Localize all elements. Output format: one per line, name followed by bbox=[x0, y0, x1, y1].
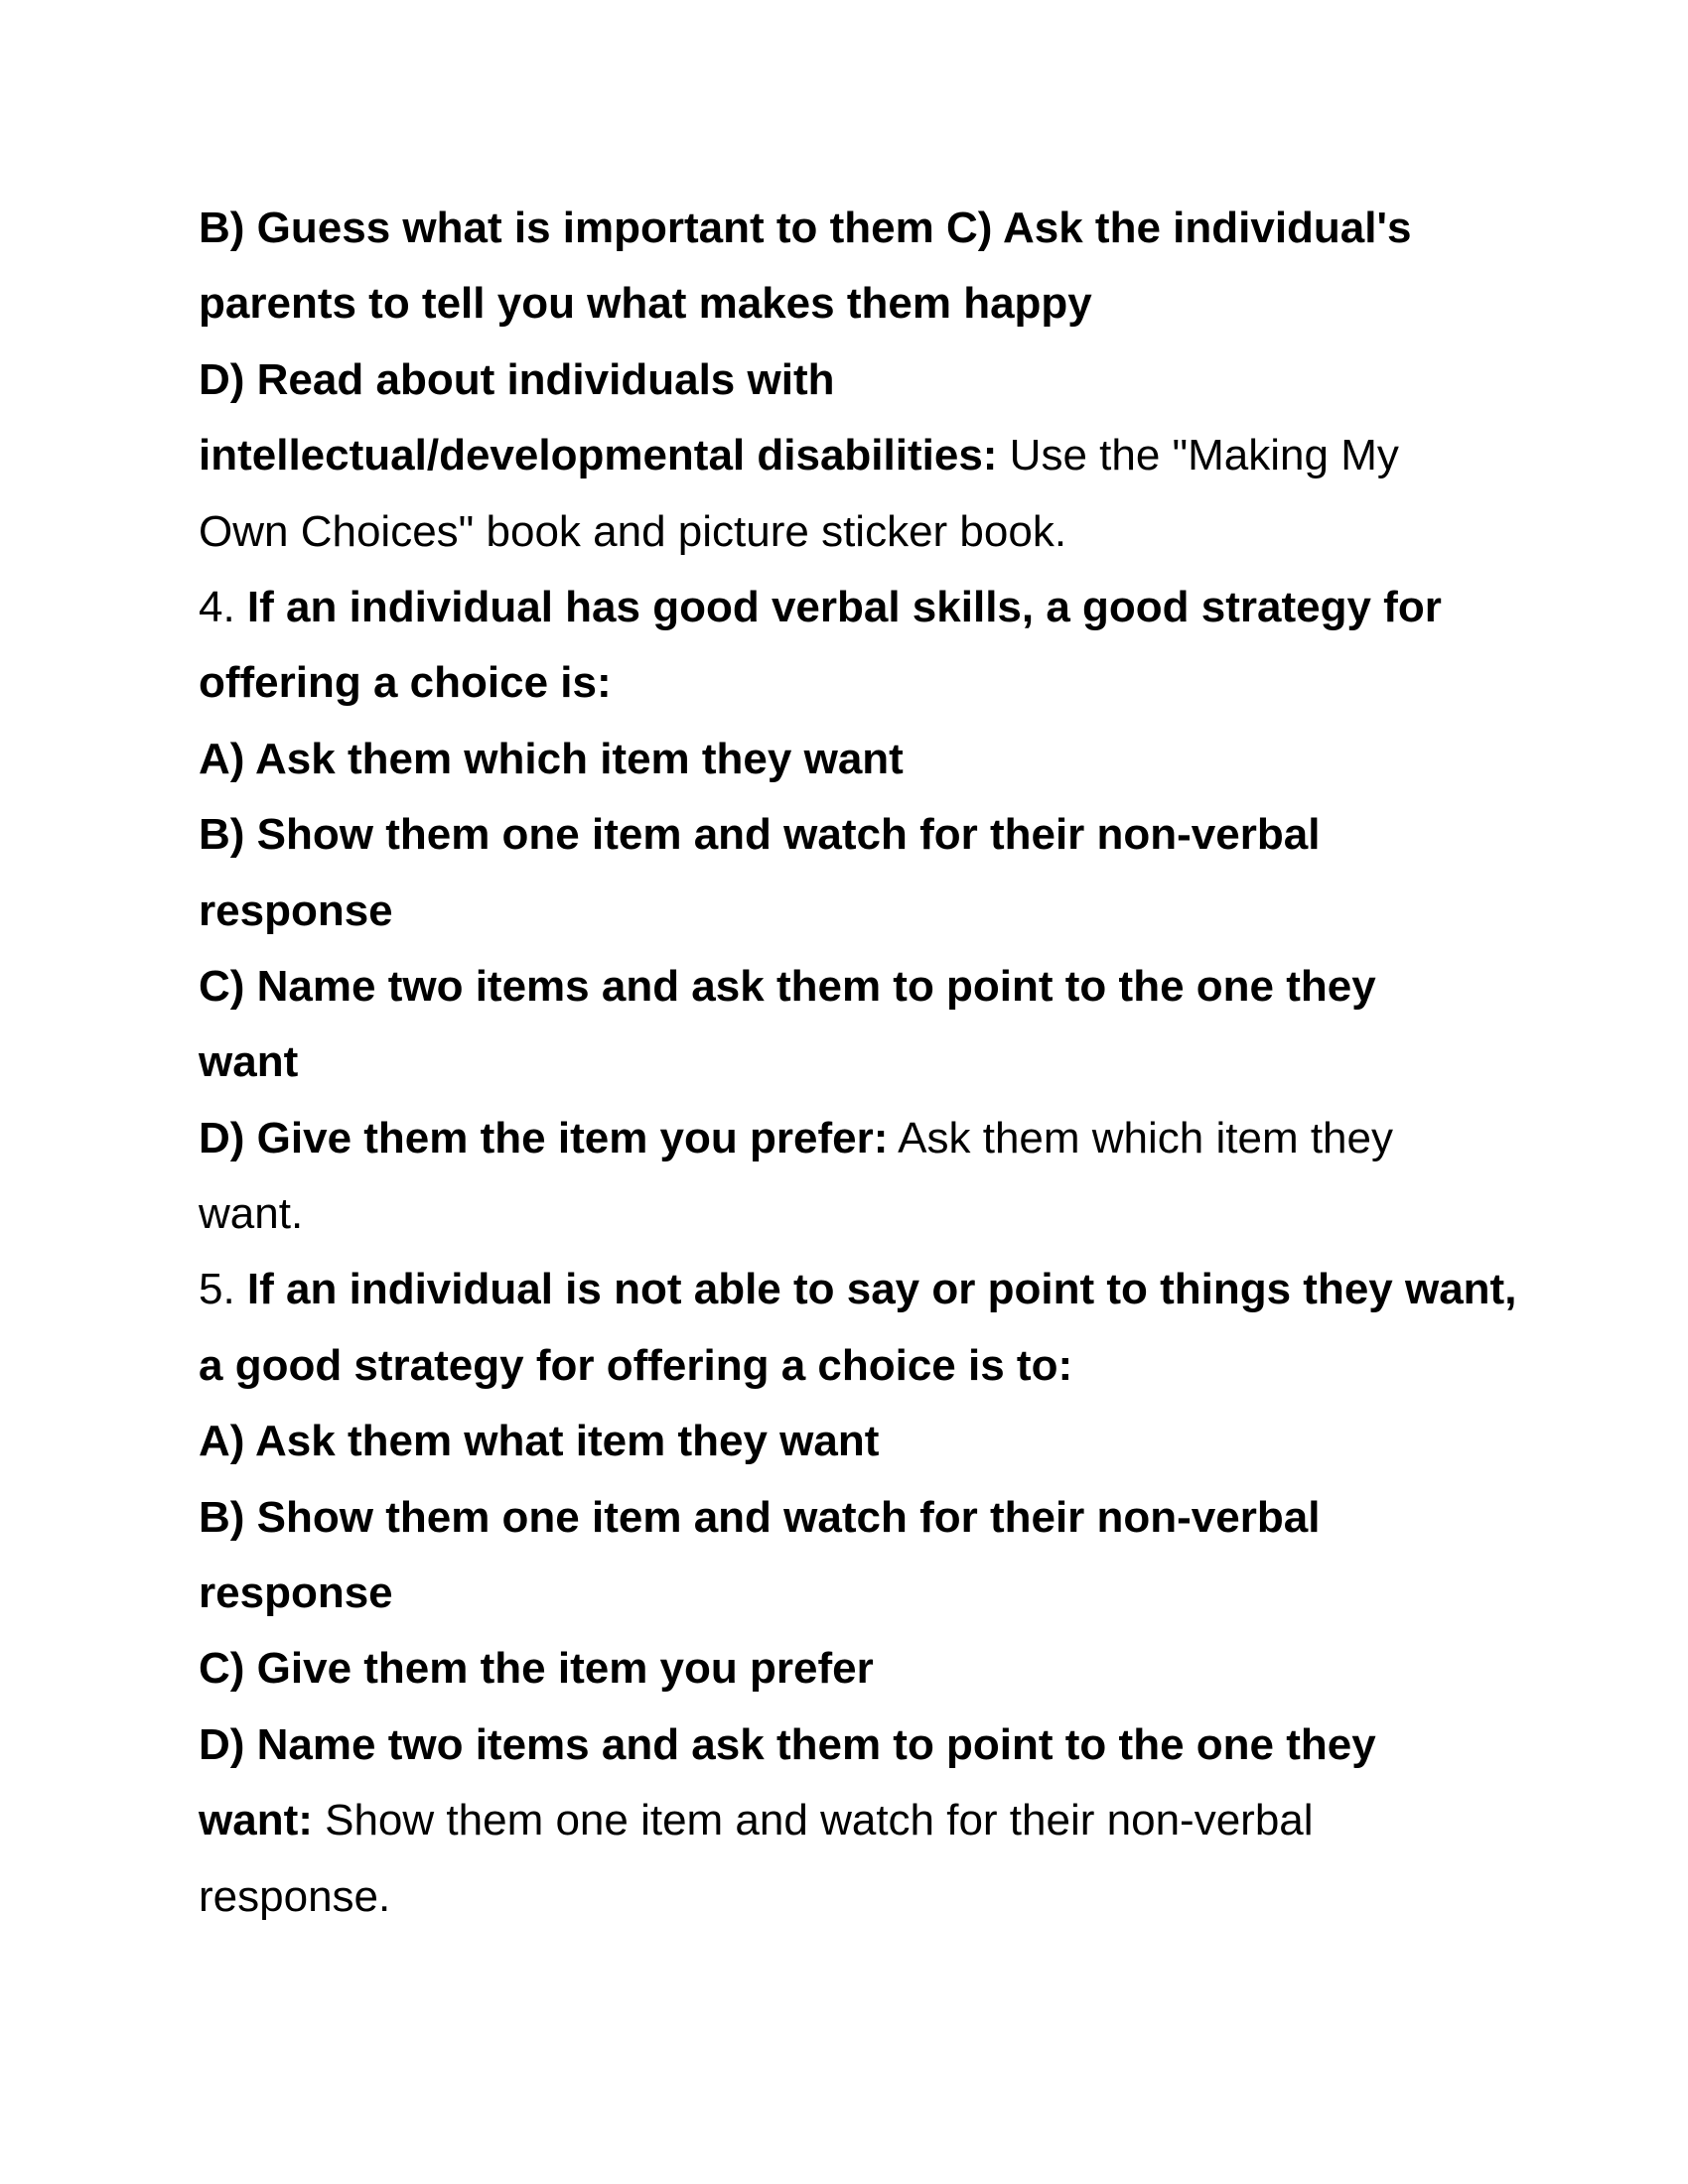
bold-text-segment: B) Show them one item and watch for their non-verbal bbox=[199, 810, 1321, 860]
regular-text-segment: 4. bbox=[199, 582, 247, 631]
bold-text-segment: C) Name two items and ask them to point to the one they bbox=[199, 961, 1376, 1011]
text-line bbox=[199, 494, 1489, 570]
text-line bbox=[199, 1024, 1489, 1100]
regular-text-segment: Own Choices" book and picture sticker book. bbox=[199, 506, 1067, 556]
regular-text-segment: Use the "Making My bbox=[997, 431, 1399, 480]
text-line bbox=[199, 1101, 1489, 1176]
bold-text-segment: D) Give them the item you prefer: bbox=[199, 1113, 889, 1162]
bold-text-segment: parents to tell you what makes them happy bbox=[199, 279, 1092, 329]
text-line bbox=[199, 1404, 1489, 1479]
bold-text-segment: B) Show them one item and watch for their non-verbal bbox=[199, 1492, 1321, 1542]
text-line bbox=[199, 342, 1489, 418]
text-line bbox=[199, 1480, 1489, 1556]
text-line bbox=[199, 874, 1489, 949]
document-body bbox=[199, 191, 1517, 1935]
bold-text-segment: If an individual is not able to say or point to things they want, bbox=[246, 1265, 1517, 1314]
bold-text-segment: D) Read about individuals with bbox=[199, 354, 835, 404]
bold-text-segment: intellectual/developmental disabilities: bbox=[199, 431, 998, 480]
text-line bbox=[199, 1556, 1489, 1631]
text-line bbox=[199, 570, 1489, 645]
regular-text-segment: want. bbox=[199, 1189, 304, 1239]
bold-text-segment: response bbox=[199, 886, 393, 935]
text-line bbox=[199, 722, 1489, 797]
bold-text-segment: want bbox=[199, 1037, 299, 1087]
bold-text-segment: B) Guess what is important to them C) Ask the individual's bbox=[199, 204, 1412, 252]
text-line bbox=[199, 266, 1489, 341]
bold-text-segment: A) Ask them what item they want bbox=[199, 1417, 880, 1466]
bold-text-segment: A) Ask them which item they want bbox=[199, 734, 904, 783]
text-line bbox=[199, 1631, 1489, 1706]
regular-text-segment: Ask them which item they bbox=[888, 1113, 1394, 1162]
bold-text-segment: D) Name two items and ask them to point to the one they bbox=[199, 1719, 1376, 1769]
text-line bbox=[199, 1328, 1489, 1404]
text-line bbox=[199, 1859, 1489, 1935]
bold-text-segment: offering a choice is: bbox=[199, 658, 612, 708]
bold-text-segment: If an individual has good verbal skills, a good strategy for bbox=[246, 582, 1442, 631]
regular-text-segment: Show them one item and watch for their non-verbal bbox=[312, 1796, 1314, 1845]
bold-text-segment: a good strategy for offering a choice is to: bbox=[199, 1340, 1073, 1390]
bold-text-segment: response bbox=[199, 1569, 393, 1618]
text-line bbox=[199, 1252, 1517, 1327]
text-line bbox=[199, 1176, 1489, 1252]
bold-text-segment: want: bbox=[199, 1796, 313, 1845]
text-line bbox=[199, 1783, 1489, 1858]
text-line bbox=[199, 645, 1489, 721]
regular-text-segment: response. bbox=[199, 1871, 391, 1921]
text-line bbox=[199, 949, 1489, 1024]
text-line bbox=[199, 1707, 1489, 1783]
text-line bbox=[199, 797, 1489, 873]
bold-text-segment: C) Give them the item you prefer bbox=[199, 1644, 874, 1694]
regular-text-segment: 5. bbox=[199, 1265, 247, 1314]
text-line bbox=[199, 418, 1489, 493]
text-line bbox=[199, 191, 1489, 266]
